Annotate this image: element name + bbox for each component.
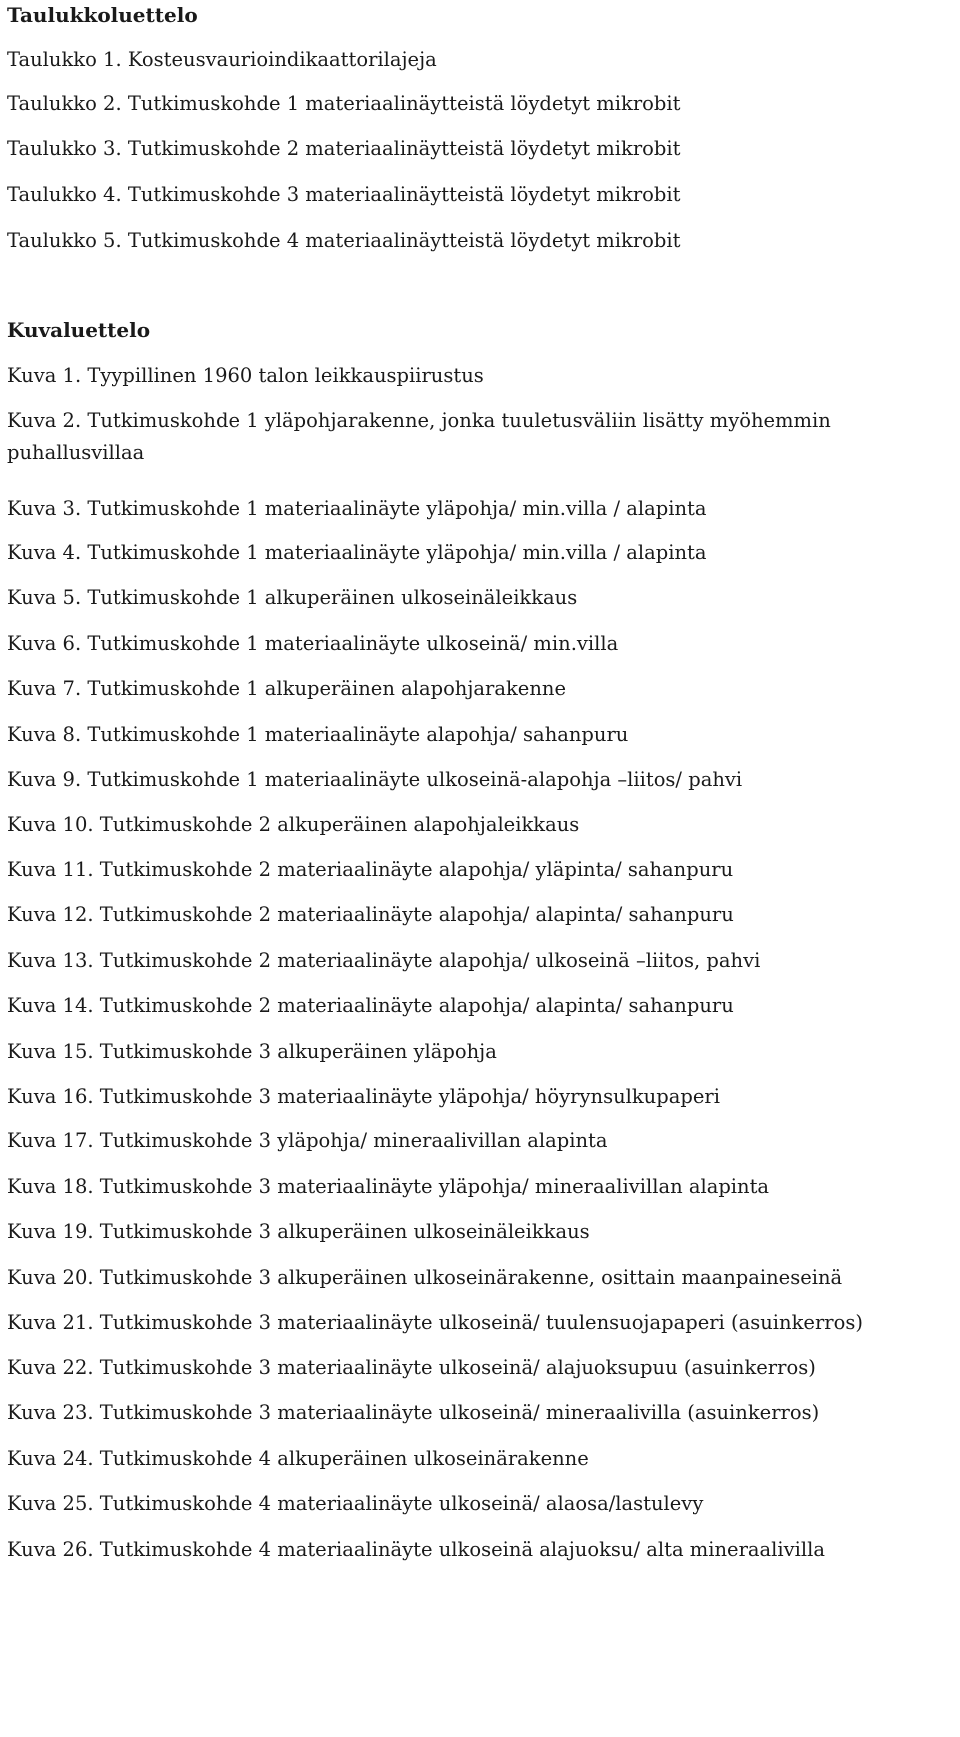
- figure-list-item: Kuva 23. Tutkimuskohde 3 materiaalinäyte ulkoseinä/ mineraalivilla (asuinkerros): [7, 1401, 820, 1424]
- figure-list-item: Kuva 26. Tutkimuskohde 4 materiaalinäyte ulkoseinä alajuoksu/ alta mineraalivilla: [7, 1538, 826, 1561]
- table-list-item: Taulukko 3. Tutkimuskohde 2 materiaalinäytteistä löydetyt mikrobit: [7, 137, 681, 160]
- figure-list-item: Kuva 9. Tutkimuskohde 1 materiaalinäyte ulkoseinä-alapohja –liitos/ pahvi: [7, 768, 743, 791]
- figure-list-item: Kuva 15. Tutkimuskohde 3 alkuperäinen yläpohja: [7, 1040, 497, 1063]
- table-list-item: Taulukko 5. Tutkimuskohde 4 materiaalinäytteistä löydetyt mikrobit: [7, 229, 681, 252]
- figure-list-item: Kuva 13. Tutkimuskohde 2 materiaalinäyte alapohja/ ulkoseinä –liitos, pahvi: [7, 949, 761, 972]
- tables-heading: Taulukkoluettelo: [7, 3, 198, 27]
- figure-list-item: Kuva 21. Tutkimuskohde 3 materiaalinäyte ulkoseinä/ tuulensuojapaperi (asuinkerros): [7, 1311, 863, 1334]
- table-list-item: Taulukko 4. Tutkimuskohde 3 materiaalinäytteistä löydetyt mikrobit: [7, 183, 681, 206]
- figure-list-item: Kuva 8. Tutkimuskohde 1 materiaalinäyte alapohja/ sahanpuru: [7, 723, 629, 746]
- figure-list-item: Kuva 25. Tutkimuskohde 4 materiaalinäyte ulkoseinä/ alaosa/lastulevy: [7, 1492, 704, 1515]
- figure-list-item: Kuva 24. Tutkimuskohde 4 alkuperäinen ulkoseinärakenne: [7, 1447, 589, 1470]
- figure-list-item: Kuva 17. Tutkimuskohde 3 yläpohja/ mineraalivillan alapinta: [7, 1129, 608, 1152]
- figure-list-item: Kuva 10. Tutkimuskohde 2 alkuperäinen alapohjaleikkaus: [7, 813, 580, 836]
- figure-list-item: Kuva 11. Tutkimuskohde 2 materiaalinäyte alapohja/ yläpinta/ sahanpuru: [7, 858, 734, 881]
- figure-list-item: Kuva 5. Tutkimuskohde 1 alkuperäinen ulkoseinäleikkaus: [7, 586, 578, 609]
- figure-list-item: Kuva 20. Tutkimuskohde 3 alkuperäinen ulkoseinärakenne, osittain maanpaineseinä: [7, 1266, 843, 1289]
- figure-list-item: Kuva 3. Tutkimuskohde 1 materiaalinäyte yläpohja/ min.villa / alapinta: [7, 497, 707, 520]
- table-list-item: Taulukko 1. Kosteusvaurioindikaattorilajeja: [7, 48, 437, 71]
- figure-list-item: Kuva 2. Tutkimuskohde 1 yläpohjarakenne, jonka tuuletusväliin lisätty myöhemmin puhallusvillaa: [7, 409, 831, 464]
- figure-list-item: Kuva 14. Tutkimuskohde 2 materiaalinäyte alapohja/ alapinta/ sahanpuru: [7, 994, 734, 1017]
- figure-list-item: Kuva 4. Tutkimuskohde 1 materiaalinäyte yläpohja/ min.villa / alapinta: [7, 541, 707, 564]
- figure-list-item: Kuva 1. Tyypillinen 1960 talon leikkauspiirustus: [7, 364, 484, 387]
- table-list-item: Taulukko 2. Tutkimuskohde 1 materiaalinäytteistä löydetyt mikrobit: [7, 92, 681, 115]
- figures-heading: Kuvaluettelo: [7, 318, 151, 342]
- figure-list-item: Kuva 16. Tutkimuskohde 3 materiaalinäyte yläpohja/ höyrynsulkupaperi: [7, 1085, 720, 1108]
- figure-list-item: Kuva 6. Tutkimuskohde 1 materiaalinäyte ulkoseinä/ min.villa: [7, 632, 619, 655]
- figure-list-item: Kuva 22. Tutkimuskohde 3 materiaalinäyte ulkoseinä/ alajuoksupuu (asuinkerros): [7, 1356, 816, 1379]
- figure-list-item: Kuva 19. Tutkimuskohde 3 alkuperäinen ulkoseinäleikkaus: [7, 1220, 590, 1243]
- figure-list-item: Kuva 18. Tutkimuskohde 3 materiaalinäyte yläpohja/ mineraalivillan alapinta: [7, 1175, 770, 1198]
- figure-list-item: Kuva 7. Tutkimuskohde 1 alkuperäinen alapohjarakenne: [7, 677, 566, 700]
- figure-list-item: Kuva 12. Tutkimuskohde 2 materiaalinäyte alapohja/ alapinta/ sahanpuru: [7, 903, 734, 926]
